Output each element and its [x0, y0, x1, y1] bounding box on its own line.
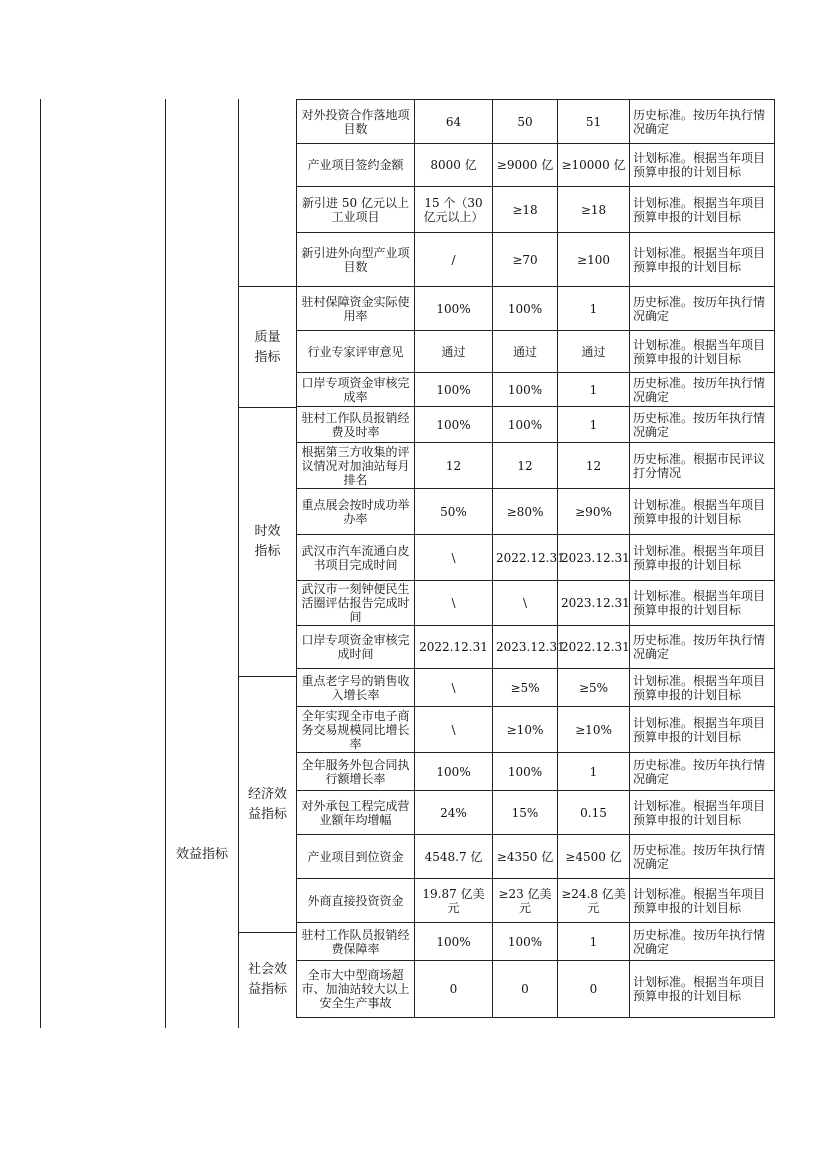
indicator-name: 驻村工作队员报销经费及时率	[297, 407, 415, 443]
standard-cell: 历史标准。按历年执行情况确定	[630, 100, 775, 144]
indicator-name: 新引进 50 亿元以上工业项目	[297, 187, 415, 233]
value-cell: ≥100	[558, 233, 630, 287]
indicator-name: 口岸专项资金审核完成时间	[297, 626, 415, 669]
indicator-name: 全年服务外包合同执行额增长率	[297, 753, 415, 791]
standard-cell: 计划标准。根据当年项目预算申报的计划目标	[630, 961, 775, 1018]
standard-cell: 计划标准。根据当年项目预算申报的计划目标	[630, 535, 775, 581]
standard-cell: 计划标准。根据当年项目预算申报的计划目标	[630, 581, 775, 626]
indicator-name: 根据第三方收集的评议情况对加油站每月排名	[297, 443, 415, 489]
indicator-name: 产业项目签约金额	[297, 144, 415, 187]
indicator-name: 驻村工作队员报销经费保障率	[297, 923, 415, 961]
indicator-name: 产业项目到位资金	[297, 835, 415, 879]
standard-cell: 计划标准。根据当年项目预算申报的计划目标	[630, 879, 775, 923]
value-cell: 12	[415, 443, 493, 489]
value-cell: 0	[493, 961, 558, 1018]
value-cell: ≥70	[493, 233, 558, 287]
value-cell: 24%	[415, 791, 493, 835]
value-cell: 1	[558, 753, 630, 791]
value-cell: 64	[415, 100, 493, 144]
table-row	[297, 373, 775, 407]
category-separator	[238, 286, 296, 287]
value-cell: 通过	[415, 331, 493, 373]
category-separator	[238, 407, 296, 408]
value-cell: 1	[558, 923, 630, 961]
value-cell: 1	[558, 287, 630, 331]
standard-cell: 计划标准。根据当年项目预算申报的计划目标	[630, 233, 775, 287]
table-row	[297, 626, 775, 669]
standard-cell: 历史标准。按历年执行情况确定	[630, 407, 775, 443]
outer-left-border	[40, 99, 41, 1028]
table-row	[297, 100, 775, 144]
value-cell: 100%	[493, 753, 558, 791]
value-cell: 2023.12.31	[493, 626, 558, 669]
standard-cell: 历史标准。按历年执行情况确定	[630, 287, 775, 331]
category-quality: 质量 指标	[254, 330, 281, 365]
indicator-name: 新引进外向型产业项目数	[297, 233, 415, 287]
value-cell: ≥10%	[493, 707, 558, 753]
table-row	[297, 753, 775, 791]
table-row	[297, 187, 775, 233]
value-cell: 2022.12.31	[558, 626, 630, 669]
indicator-name: 全市大中型商场超市、加油站较大以上安全生产事故	[297, 961, 415, 1018]
indicator-name: 重点展会按时成功举办率	[297, 489, 415, 535]
value-cell: 2022.12.31	[415, 626, 493, 669]
value-cell: 50%	[415, 489, 493, 535]
value-cell: ≥24.8 亿美元	[558, 879, 630, 923]
category-social: 社会效 益指标	[247, 962, 287, 997]
category-economic: 经济效 益指标	[247, 787, 287, 822]
value-cell: ≥5%	[558, 669, 630, 707]
value-cell: ≥18	[558, 187, 630, 233]
standard-cell: 计划标准。根据当年项目预算申报的计划目标	[630, 187, 775, 233]
indicator-name: 对外投资合作落地项目数	[297, 100, 415, 144]
table-row	[297, 331, 775, 373]
value-cell: 100%	[415, 407, 493, 443]
value-cell: 19.87 亿美元	[415, 879, 493, 923]
category-timeliness: 时效 指标	[254, 524, 281, 559]
value-cell: 0	[558, 961, 630, 1018]
table-row	[297, 961, 775, 1018]
value-cell: ≥5%	[493, 669, 558, 707]
value-cell: 12	[558, 443, 630, 489]
value-cell: 12	[493, 443, 558, 489]
value-cell: 4548.7 亿	[415, 835, 493, 879]
value-cell: 51	[558, 100, 630, 144]
value-cell: 通过	[558, 331, 630, 373]
value-cell: 100%	[415, 373, 493, 407]
indicator-table	[296, 99, 775, 1018]
value-cell: ≥9000 亿	[493, 144, 558, 187]
standard-cell: 历史标准。按历年执行情况确定	[630, 753, 775, 791]
value-cell: 通过	[493, 331, 558, 373]
value-cell: 100%	[415, 287, 493, 331]
table-row	[297, 489, 775, 535]
standard-cell: 历史标准。按历年执行情况确定	[630, 923, 775, 961]
table-row	[297, 407, 775, 443]
indicator-name: 重点老字号的销售收入增长率	[297, 669, 415, 707]
value-cell: ≥4500 亿	[558, 835, 630, 879]
value-cell: 15 个（30 亿元以上）	[415, 187, 493, 233]
value-cell: \	[415, 535, 493, 581]
table-row	[297, 581, 775, 626]
indicator-name: 行业专家评审意见	[297, 331, 415, 373]
standard-cell: 历史标准。按历年执行情况确定	[630, 626, 775, 669]
value-cell: 50	[493, 100, 558, 144]
table-row	[297, 707, 775, 753]
table-row	[297, 669, 775, 707]
value-cell: 100%	[493, 373, 558, 407]
category-separator	[238, 676, 296, 677]
value-cell: 2023.12.31	[558, 535, 630, 581]
table-row	[297, 287, 775, 331]
value-cell: ≥18	[493, 187, 558, 233]
table-row	[297, 879, 775, 923]
level1-column-border	[165, 99, 166, 1028]
standard-cell: 历史标准。按历年执行情况确定	[630, 373, 775, 407]
standard-cell: 历史标准。按历年执行情况确定	[630, 835, 775, 879]
value-cell: 0	[415, 961, 493, 1018]
table-row	[297, 535, 775, 581]
value-cell: \	[415, 669, 493, 707]
value-cell: ≥4350 亿	[493, 835, 558, 879]
value-cell: 100%	[493, 407, 558, 443]
standard-cell: 计划标准。根据当年项目预算申报的计划目标	[630, 144, 775, 187]
value-cell: \	[415, 581, 493, 626]
level1-label: 效益指标	[175, 847, 228, 862]
table-row	[297, 791, 775, 835]
value-cell: 100%	[415, 753, 493, 791]
value-cell: 100%	[493, 287, 558, 331]
indicator-name: 驻村保障资金实际使用率	[297, 287, 415, 331]
table-row	[297, 144, 775, 187]
standard-cell: 计划标准。根据当年项目预算申报的计划目标	[630, 707, 775, 753]
standard-cell: 计划标准。根据当年项目预算申报的计划目标	[630, 669, 775, 707]
value-cell: 1	[558, 407, 630, 443]
value-cell: \	[415, 707, 493, 753]
value-cell: ≥10%	[558, 707, 630, 753]
standard-cell: 历史标准。根据市民评议打分情况	[630, 443, 775, 489]
value-cell: /	[415, 233, 493, 287]
standard-cell: 计划标准。根据当年项目预算申报的计划目标	[630, 489, 775, 535]
standard-cell: 计划标准。根据当年项目预算申报的计划目标	[630, 331, 775, 373]
table-row	[297, 923, 775, 961]
value-cell: 2022.12.31	[493, 535, 558, 581]
value-cell: 0.15	[558, 791, 630, 835]
value-cell: 8000 亿	[415, 144, 493, 187]
value-cell: ≥10000 亿	[558, 144, 630, 187]
value-cell: 1	[558, 373, 630, 407]
value-cell: 100%	[415, 923, 493, 961]
value-cell: \	[493, 581, 558, 626]
standard-cell: 计划标准。根据当年项目预算申报的计划目标	[630, 791, 775, 835]
table-row	[297, 835, 775, 879]
indicator-name: 外商直接投资资金	[297, 879, 415, 923]
indicator-name: 武汉市一刻钟便民生活圈评估报告完成时间	[297, 581, 415, 626]
value-cell: ≥80%	[493, 489, 558, 535]
value-cell: ≥23 亿美元	[493, 879, 558, 923]
indicator-name: 口岸专项资金审核完成率	[297, 373, 415, 407]
indicator-name: 武汉市汽车流通白皮书项目完成时间	[297, 535, 415, 581]
category-separator	[238, 932, 296, 933]
table-row	[297, 443, 775, 489]
value-cell: 100%	[493, 923, 558, 961]
indicator-name: 全年实现全市电子商务交易规模同比增长率	[297, 707, 415, 753]
value-cell: 15%	[493, 791, 558, 835]
indicator-name: 对外承包工程完成营业额年均增幅	[297, 791, 415, 835]
value-cell: ≥90%	[558, 489, 630, 535]
level2-column-border	[238, 99, 239, 1028]
value-cell: 2023.12.31	[558, 581, 630, 626]
table-row	[297, 233, 775, 287]
